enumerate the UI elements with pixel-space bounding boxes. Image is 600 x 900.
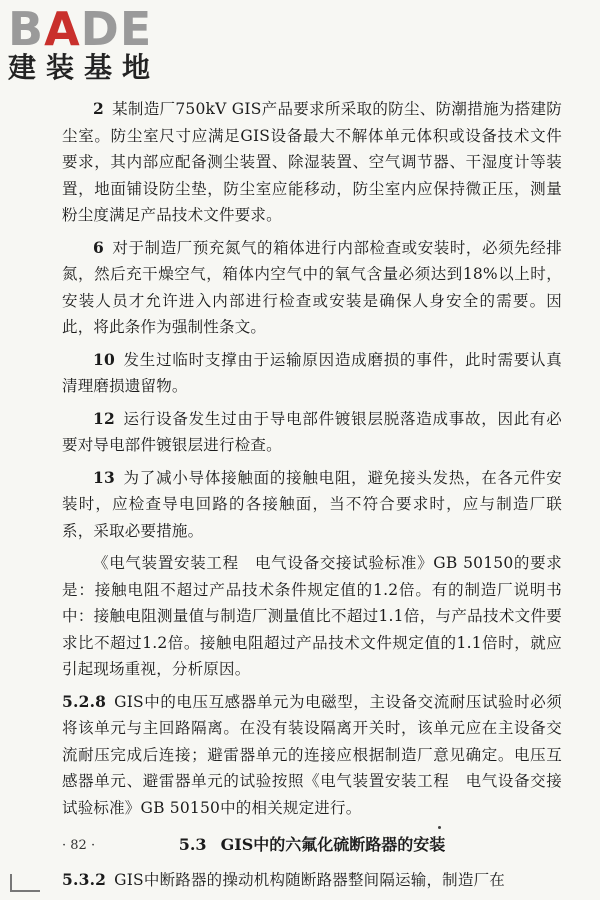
logo-subtitle: 建装基地 [8,51,161,84]
scan-dot [438,826,441,829]
clause-5-3-2: 5.3.2 GIS中断路器的操动机构随断路器整间隔运输，制造厂在 [62,870,505,889]
section-heading: 5.3 GIS中的六氟化硫断路器的安装 [178,835,446,854]
clause-6: 6 对于制造厂预充氮气的箱体进行内部检查或安装时，必须先经排氮，然后充干燥空气，箱体内空气中的氧气含量必须达到18%以上时，安装人员才允许进入内部进行检查或安装是确保人身安全的需要。因此，将此条作为强制性条文。 [62,237,562,336]
corner-mark-vertical [10,874,12,892]
page-number: · 82 · [62,838,96,853]
clause-10: 10 发生过临时支撑由于运输原因造成磨损的事件，此时需要认真清理磨损遗留物。 [62,349,562,395]
brand-logo [8,2,161,84]
standard-paragraph: 《电气装置安装工程 电气设备交接试验标准》GB 50150的要求是：接触电阻不超过产品技术条件规定值的1.2倍。有的制造厂说明书中：接触电阻测量值与制造厂测量值比不超过1.1倍，与产品技术文件要求比不超过1.2倍。接触电阻超过产品技术文件规定值的1.1倍时，就应引起现场重视，分析原因。 [62,554,562,678]
logo-wordmark: BADE [8,2,153,56]
document-body [62,96,562,900]
clause-12: 12 运行设备发生过由于导电部件镀银层脱落造成事故，因此有必要对导电部件镀银层进行检查。 [62,408,562,454]
clause-2: 2 某制造厂750kV GIS产品要求所采取的防尘、防潮措施为搭建防尘室。防尘室尺寸应满足GIS设备最大不解体单元体积或设备技术文件要求，其内部应配备测尘装置、除湿装置、空气调节器、干湿度计等装置，地面铺设防尘垫，防尘室应能移动，防尘室内应保持微正压，测量粉尘度满足产品技术文件要求。 [62,99,562,224]
clause-13: 13 为了减小导体接触面的接触电阻，避免接头发热，在各元件安装时，应检查导电回路的各接触面，当不符合要求时，应与制造厂联系，采取必要措施。 [62,467,562,540]
clause-5-2-8: 5.2.8 GIS中的电压互感器单元为电磁型，主设备交流耐压试验时必须将该单元与主回路隔离。在没有装设隔离开关时，该单元应在主设备交流耐压完成后连接；避雷器单元的连接应根据制造厂意见确定。电压互感器单元、避雷器单元的试验按照《电气装置安装工程 电气设备交接试验标准》GB 50150中的相关规定进行。 [62,691,562,817]
corner-mark [10,890,40,892]
